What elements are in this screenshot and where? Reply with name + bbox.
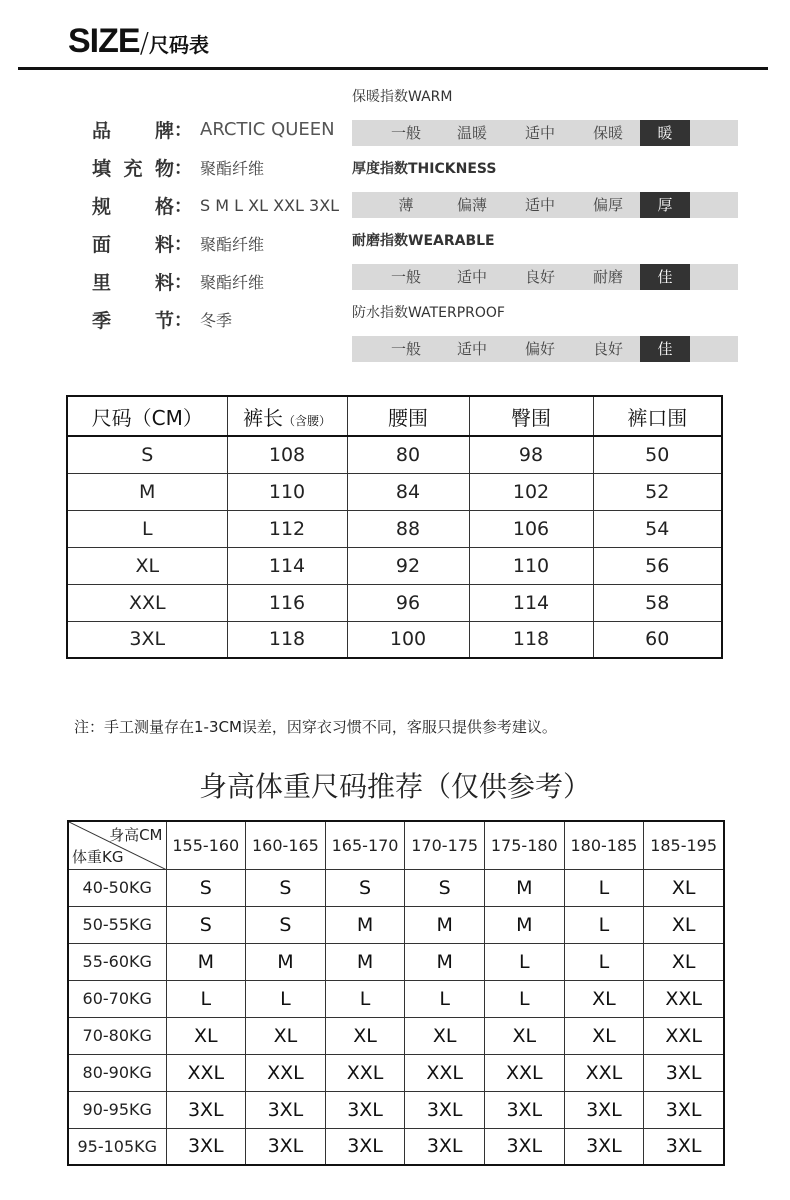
product-index-panel — [352, 86, 738, 374]
spec-key-char: 填 — [92, 157, 112, 180]
header-slash: / — [139, 26, 150, 59]
spec-row — [92, 186, 339, 224]
header-hip: 臀围 — [469, 396, 593, 436]
size-cell: 3XL — [67, 621, 227, 658]
size-recommend-cell: 3XL — [644, 1054, 724, 1091]
weight-label: 55-60KG — [68, 943, 166, 980]
index-level: 良好 — [592, 340, 623, 358]
spec-key — [92, 268, 174, 295]
size-recommend-cell: 3XL — [405, 1091, 485, 1128]
spec-key-char: 规 — [92, 195, 112, 218]
header-length-note: （含腰） — [282, 413, 331, 428]
size-recommend-cell: M — [325, 943, 405, 980]
measure-cell: 110 — [469, 547, 593, 584]
weight-label: 80-90KG — [68, 1054, 166, 1091]
index-title: 耐磨指数WEARABLE — [352, 233, 495, 249]
size-recommend-cell: M — [405, 906, 485, 943]
spec-key — [92, 306, 174, 333]
size-recommend-cell: 3XL — [485, 1128, 565, 1165]
spec-key-char: 牌 — [154, 119, 174, 142]
spec-colon: ： — [174, 272, 192, 293]
size-recommend-cell: 3XL — [166, 1091, 246, 1128]
size-recommend-cell: XXL — [485, 1054, 565, 1091]
size-recommend-cell: M — [485, 869, 565, 906]
height-header: 175-180 — [485, 821, 565, 869]
measure-cell: 108 — [227, 436, 347, 473]
spec-colon: ： — [174, 310, 192, 331]
size-recommend-cell: XXL — [166, 1054, 246, 1091]
size-recommend-cell: 3XL — [166, 1128, 246, 1165]
measure-cell: 56 — [593, 547, 722, 584]
index-level-selected: 厚 — [640, 192, 690, 218]
header-title-size: SIZE — [68, 22, 140, 60]
spec-colon: ： — [174, 196, 192, 217]
size-table — [66, 395, 723, 659]
size-recommend-cell: 3XL — [405, 1128, 485, 1165]
height-header: 155-160 — [166, 821, 246, 869]
size-recommend-cell: M — [166, 943, 246, 980]
spec-value: 聚酯纤维 — [200, 234, 265, 254]
spec-row — [92, 300, 339, 338]
corner-height-label: 身高CM — [109, 826, 163, 844]
weight-label: 60-70KG — [68, 980, 166, 1017]
spec-key-char: 料 — [154, 271, 174, 294]
measure-cell: 116 — [227, 584, 347, 621]
spec-row — [92, 224, 339, 262]
table-row — [68, 1054, 724, 1091]
spec-key-char: 物 — [154, 157, 174, 180]
measure-cell: 110 — [227, 473, 347, 510]
weight-label: 70-80KG — [68, 1017, 166, 1054]
size-recommend-cell: XXL — [644, 1017, 724, 1054]
table-row — [68, 1017, 724, 1054]
measure-cell: 84 — [347, 473, 469, 510]
measure-cell: 92 — [347, 547, 469, 584]
spec-value: ARCTIC QUEEN — [200, 118, 335, 140]
size-recommend-cell: 3XL — [644, 1091, 724, 1128]
index-level-selected: 佳 — [640, 336, 690, 362]
size-recommend-cell: XXL — [644, 980, 724, 1017]
measure-cell: 80 — [347, 436, 469, 473]
table-row — [68, 869, 724, 906]
spec-value: 聚酯纤维 — [200, 272, 265, 292]
index-level: 保暖 — [592, 124, 623, 142]
index-level: 一般 — [390, 124, 421, 142]
corner-weight-label: 体重KG — [72, 847, 124, 866]
size-recommend-cell: XXL — [325, 1054, 405, 1091]
size-recommend-cell: 3XL — [564, 1091, 644, 1128]
index-bar — [352, 120, 738, 146]
header-waist: 腰围 — [347, 396, 469, 436]
measure-cell: 54 — [593, 510, 722, 547]
recommend-header-row — [68, 821, 724, 869]
height-header: 165-170 — [325, 821, 405, 869]
measure-cell: 102 — [469, 473, 593, 510]
weight-label: 95-105KG — [68, 1128, 166, 1165]
size-recommend-cell: 3XL — [246, 1091, 326, 1128]
measure-cell: 58 — [593, 584, 722, 621]
size-recommend-cell: XXL — [246, 1054, 326, 1091]
size-recommend-cell: S — [246, 869, 326, 906]
spec-colon: ： — [174, 120, 192, 141]
table-row — [68, 906, 724, 943]
page-header — [68, 22, 209, 62]
table-row — [67, 621, 722, 658]
size-recommend-cell: L — [564, 869, 644, 906]
size-recommend-cell: XL — [485, 1017, 565, 1054]
spec-key — [92, 154, 174, 181]
table-row — [68, 1091, 724, 1128]
index-level-selected: 佳 — [640, 264, 690, 290]
spec-key-char: 格 — [154, 195, 174, 218]
spec-colon: ： — [174, 234, 192, 255]
index-level: 适中 — [524, 196, 555, 214]
size-recommend-cell: 3XL — [485, 1091, 565, 1128]
size-cell: XL — [67, 547, 227, 584]
size-recommend-cell: XL — [246, 1017, 326, 1054]
index-bar — [352, 192, 738, 218]
height-header: 180-185 — [564, 821, 644, 869]
spec-key — [92, 230, 174, 257]
size-recommend-cell: XL — [564, 980, 644, 1017]
index-title: 防水指数WATERPROOF — [352, 305, 505, 321]
measure-cell: 100 — [347, 621, 469, 658]
index-level: 适中 — [456, 340, 487, 358]
index-level: 温暖 — [456, 124, 487, 142]
table-row — [68, 980, 724, 1017]
spec-row — [92, 262, 339, 300]
size-cell: XXL — [67, 584, 227, 621]
size-recommend-cell: M — [246, 943, 326, 980]
table-row — [67, 510, 722, 547]
measure-cell: 114 — [469, 584, 593, 621]
index-level: 良好 — [524, 268, 555, 286]
index-title: 保暖指数WARM — [352, 89, 453, 105]
size-recommend-cell: S — [325, 869, 405, 906]
size-recommend-cell: 3XL — [325, 1128, 405, 1165]
size-recommend-cell: S — [166, 906, 246, 943]
size-recommend-cell: XL — [166, 1017, 246, 1054]
index-bar — [352, 336, 738, 362]
size-table-header-row — [67, 396, 722, 436]
size-recommend-cell: L — [485, 943, 565, 980]
spec-value: 冬季 — [200, 310, 233, 330]
measurement-note: 注：手工测量存在1-3CM误差，因穿衣习惯不同，客服只提供参考建议。 — [74, 718, 557, 736]
spec-value: S M L XL XXL 3XL — [200, 195, 340, 215]
height-header: 160-165 — [246, 821, 326, 869]
weight-label: 90-95KG — [68, 1091, 166, 1128]
size-recommend-cell: M — [325, 906, 405, 943]
size-cell: L — [67, 510, 227, 547]
size-recommend-cell: M — [485, 906, 565, 943]
size-recommend-cell: L — [564, 943, 644, 980]
recommend-table — [67, 820, 725, 1166]
index-level: 偏厚 — [592, 196, 623, 214]
index-level: 适中 — [524, 124, 555, 142]
spec-key-char: 节 — [154, 309, 174, 332]
product-spec-list — [92, 110, 339, 338]
spec-key-char: 里 — [92, 271, 112, 294]
size-recommend-cell: L — [564, 906, 644, 943]
size-cell: M — [67, 473, 227, 510]
size-cell: S — [67, 436, 227, 473]
spec-key — [92, 116, 174, 143]
weight-label: 40-50KG — [68, 869, 166, 906]
size-recommend-cell: XL — [644, 943, 724, 980]
height-header: 185-195 — [644, 821, 724, 869]
spec-row — [92, 148, 339, 186]
header-divider — [18, 67, 768, 70]
spec-key-char: 充 — [123, 157, 143, 180]
recommend-title: 身高体重尺码推荐（仅供参考） — [198, 770, 591, 803]
size-recommend-cell: 3XL — [564, 1128, 644, 1165]
table-row — [67, 547, 722, 584]
spec-row — [92, 110, 339, 148]
size-recommend-cell: S — [166, 869, 246, 906]
measure-cell: 98 — [469, 436, 593, 473]
table-row — [68, 1128, 724, 1165]
index-level: 偏好 — [524, 340, 555, 358]
header-hem: 裤口围 — [593, 396, 722, 436]
index-level: 一般 — [390, 268, 421, 286]
height-header: 170-175 — [405, 821, 485, 869]
measure-cell: 50 — [593, 436, 722, 473]
spec-key-char: 品 — [92, 119, 112, 142]
size-recommend-cell: XXL — [564, 1054, 644, 1091]
size-recommend-cell: XL — [564, 1017, 644, 1054]
size-recommend-cell: 3XL — [644, 1128, 724, 1165]
header-title-chinese: 尺码表 — [149, 33, 210, 57]
spec-key-char: 面 — [92, 233, 112, 256]
corner-cell — [68, 821, 166, 869]
weight-label: 50-55KG — [68, 906, 166, 943]
header-length-label: 裤长 — [242, 405, 283, 430]
measure-cell: 106 — [469, 510, 593, 547]
header-length — [227, 396, 347, 436]
measure-cell: 60 — [593, 621, 722, 658]
size-recommend-cell: S — [405, 869, 485, 906]
size-recommend-cell: XL — [325, 1017, 405, 1054]
spec-value: 聚酯纤维 — [200, 158, 265, 178]
table-row — [67, 473, 722, 510]
spec-key-char: 料 — [154, 233, 174, 256]
size-recommend-cell: XXL — [405, 1054, 485, 1091]
measure-cell: 118 — [469, 621, 593, 658]
measure-cell: 52 — [593, 473, 722, 510]
size-recommend-cell: 3XL — [246, 1128, 326, 1165]
measure-cell: 118 — [227, 621, 347, 658]
index-level: 适中 — [456, 268, 487, 286]
spec-colon: ： — [174, 158, 192, 179]
size-recommend-cell: S — [246, 906, 326, 943]
size-recommend-cell: XL — [644, 906, 724, 943]
index-level: 一般 — [390, 340, 421, 358]
size-recommend-cell: 3XL — [325, 1091, 405, 1128]
measure-cell: 88 — [347, 510, 469, 547]
measure-cell: 112 — [227, 510, 347, 547]
index-bar — [352, 264, 738, 290]
index-level: 耐磨 — [592, 268, 623, 286]
size-recommend-cell: L — [485, 980, 565, 1017]
size-recommend-cell: L — [246, 980, 326, 1017]
size-recommend-cell: L — [325, 980, 405, 1017]
size-recommend-cell: XL — [644, 869, 724, 906]
index-level: 偏薄 — [456, 196, 487, 214]
header-size: 尺码（CM） — [67, 396, 227, 436]
size-recommend-cell: M — [405, 943, 485, 980]
size-recommend-cell: L — [166, 980, 246, 1017]
measure-cell: 96 — [347, 584, 469, 621]
table-row — [68, 943, 724, 980]
size-recommend-cell: XL — [405, 1017, 485, 1054]
measure-cell: 114 — [227, 547, 347, 584]
index-level-selected: 暖 — [640, 120, 690, 146]
table-row — [67, 436, 722, 473]
spec-key-char: 季 — [92, 309, 112, 332]
table-row — [67, 584, 722, 621]
index-level: 薄 — [398, 196, 414, 214]
size-recommend-cell: L — [405, 980, 485, 1017]
index-title: 厚度指数THICKNESS — [352, 161, 497, 177]
spec-key — [92, 192, 174, 219]
